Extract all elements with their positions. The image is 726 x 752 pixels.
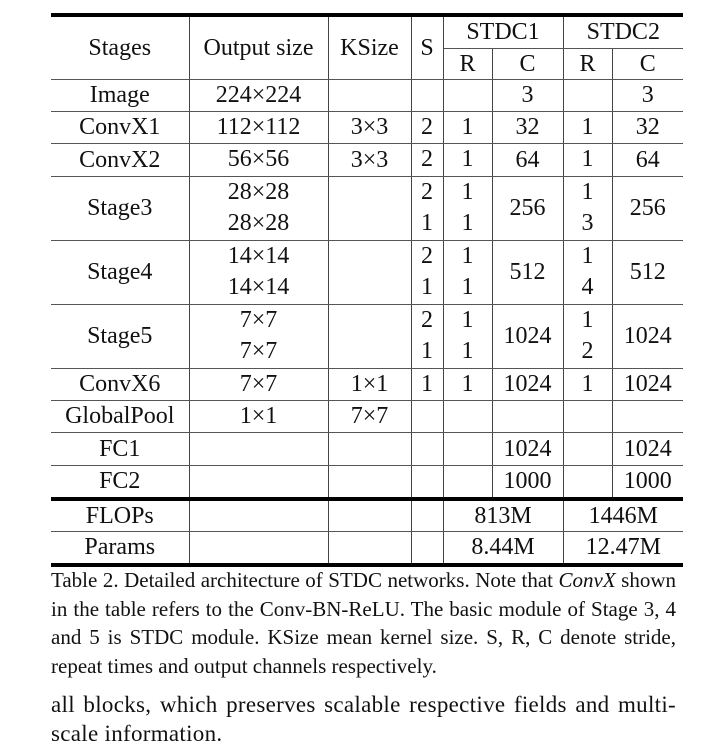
summary-row xyxy=(51,499,683,532)
stdc1-r-cell-line: 1 xyxy=(461,210,474,236)
header-output-size: Output size xyxy=(189,15,328,79)
stride-cell-line: 2 xyxy=(421,307,433,333)
summary-row xyxy=(51,532,683,565)
stride-cell xyxy=(411,432,443,465)
output-size-cell xyxy=(189,143,328,176)
stdc1-r-cell xyxy=(443,143,492,176)
stride-cell-line: 2 xyxy=(421,146,433,172)
stage-cell: FC1 xyxy=(51,432,189,465)
stdc2-r-cell-line: 1 xyxy=(581,307,594,333)
stdc1-r-cell-line: 1 xyxy=(461,243,474,269)
output-size-cell-line xyxy=(190,466,328,497)
table-row xyxy=(51,465,683,499)
ksize-cell xyxy=(328,432,411,465)
stdc2-c-cell: 1024 xyxy=(612,432,683,465)
output-size-cell-line: 56×56 xyxy=(227,146,290,172)
output-size-cell xyxy=(189,79,328,111)
ksize-cell xyxy=(328,176,411,240)
stdc1-summary-cell: 813M xyxy=(443,499,563,532)
stdc2-summary-cell: 12.47M xyxy=(563,532,683,565)
stdc1-r-cell xyxy=(443,400,492,432)
table-row xyxy=(51,79,683,111)
stage-cell: ConvX2 xyxy=(51,143,189,176)
header-stride: S xyxy=(411,15,443,79)
stdc1-r-cell-line: 1 xyxy=(461,338,474,364)
stdc2-r-cell xyxy=(563,240,612,304)
header-stages: Stages xyxy=(51,15,189,79)
stdc2-r-cell-line: 2 xyxy=(581,338,594,364)
stage-cell: Stage4 xyxy=(51,240,189,304)
table-row xyxy=(51,368,683,400)
stdc1-r-cell-line: 1 xyxy=(461,274,474,300)
stdc2-c-cell: 256 xyxy=(612,176,683,240)
stdc1-r-cell-line xyxy=(444,80,492,111)
output-size-cell-line: 14×14 xyxy=(227,243,290,269)
stdc2-r-cell xyxy=(563,304,612,368)
stage-cell: GlobalPool xyxy=(51,400,189,432)
output-size-cell-line: 7×7 xyxy=(239,307,278,333)
header-ksize: KSize xyxy=(328,15,411,79)
ksize-cell: 1×1 xyxy=(328,368,411,400)
summary-label-cell: Params xyxy=(51,532,189,565)
stdc1-c-cell: 3 xyxy=(492,79,563,111)
stage-cell: FC2 xyxy=(51,465,189,499)
stride-cell-line xyxy=(412,433,443,464)
stride-cell-line xyxy=(412,80,443,111)
stdc2-c-cell: 1024 xyxy=(612,304,683,368)
stride-cell-line xyxy=(412,466,443,497)
stdc2-r-cell xyxy=(563,176,612,240)
output-size-cell xyxy=(189,465,328,499)
stride-cell-line xyxy=(412,401,443,432)
stdc2-c-cell: 64 xyxy=(612,143,683,176)
stdc1-r-cell-line: 1 xyxy=(461,307,474,333)
output-size-cell xyxy=(189,400,328,432)
empty-cell xyxy=(189,532,328,565)
output-size-cell-line: 1×1 xyxy=(239,402,278,429)
stage-cell: ConvX6 xyxy=(51,368,189,400)
ksize-cell xyxy=(328,304,411,368)
stage-cell: Stage3 xyxy=(51,176,189,240)
stdc2-c-cell xyxy=(612,400,683,432)
stdc2-c-cell: 32 xyxy=(612,111,683,143)
stdc1-r-cell-line xyxy=(444,466,492,497)
summary-label-cell: FLOPs xyxy=(51,499,189,532)
stdc1-r-cell-line: 1 xyxy=(461,370,474,397)
output-size-cell-line: 7×7 xyxy=(239,338,278,364)
stdc2-r-cell xyxy=(563,465,612,499)
stride-cell xyxy=(411,143,443,176)
table-row xyxy=(51,240,683,304)
stdc2-r-cell xyxy=(563,79,612,111)
output-size-cell-line: 7×7 xyxy=(239,370,278,397)
stdc1-c-cell: 256 xyxy=(492,176,563,240)
stdc1-c-cell: 1024 xyxy=(492,432,563,465)
caption-prefix: Table 2. Detailed architecture of STDC networks. Note that xyxy=(51,568,559,592)
stdc1-r-cell xyxy=(443,176,492,240)
stdc1-c-cell xyxy=(492,400,563,432)
stride-cell xyxy=(411,368,443,400)
output-size-cell xyxy=(189,111,328,143)
stdc1-r-cell-line xyxy=(444,433,492,464)
stdc2-r-cell-line: 4 xyxy=(581,274,594,300)
stdc2-r-cell-line: 1 xyxy=(581,113,594,140)
stride-cell xyxy=(411,465,443,499)
stage-cell: Image xyxy=(51,79,189,111)
header-stdc1: STDC1 xyxy=(443,15,563,48)
caption-emph: ConvX xyxy=(558,568,616,592)
output-size-cell xyxy=(189,304,328,368)
table-row xyxy=(51,143,683,176)
header-stdc2-c: C xyxy=(612,48,683,79)
stage-cell: Stage5 xyxy=(51,304,189,368)
ksize-cell: 7×7 xyxy=(328,400,411,432)
stdc1-r-cell xyxy=(443,79,492,111)
stdc2-r-cell xyxy=(563,143,612,176)
stdc1-c-cell: 1024 xyxy=(492,304,563,368)
stride-cell-line: 1 xyxy=(421,370,433,397)
ksize-cell xyxy=(328,79,411,111)
stdc1-r-cell-line: 1 xyxy=(461,179,474,205)
table-body xyxy=(51,79,683,565)
stdc1-c-cell: 64 xyxy=(492,143,563,176)
header-stdc2-r: R xyxy=(563,48,612,79)
stdc1-r-cell-line xyxy=(444,401,492,432)
body-paragraph: all blocks, which preserves scalable respective fields and multi-scale information. xyxy=(51,692,676,746)
stdc2-c-cell: 1024 xyxy=(612,368,683,400)
stdc2-c-cell: 1000 xyxy=(612,465,683,499)
stdc2-r-cell-line: 1 xyxy=(581,179,594,205)
stdc1-r-cell xyxy=(443,432,492,465)
ksize-cell: 3×3 xyxy=(328,143,411,176)
stdc2-r-cell-line xyxy=(564,466,612,497)
stride-cell xyxy=(411,111,443,143)
stride-cell xyxy=(411,240,443,304)
table-row xyxy=(51,111,683,143)
table-row xyxy=(51,400,683,432)
empty-cell xyxy=(189,499,328,532)
output-size-cell xyxy=(189,432,328,465)
stdc1-c-cell: 1000 xyxy=(492,465,563,499)
table-row xyxy=(51,432,683,465)
table-row xyxy=(51,176,683,240)
ksize-cell xyxy=(328,465,411,499)
stride-cell-line: 2 xyxy=(421,113,433,140)
caption-rest: shown in the table refers to the Conv-BN-ReLU. The basic module of Stage 3, 4 and 5 is STDC module. KSize mean kernel size. S, R, C denote stride, repeat times and output channels respectively. xyxy=(51,568,676,678)
stdc1-r-cell xyxy=(443,240,492,304)
stdc1-r-cell xyxy=(443,465,492,499)
stdc1-summary-cell: 8.44M xyxy=(443,532,563,565)
stdc2-r-cell-line: 3 xyxy=(581,210,594,236)
output-size-cell-line xyxy=(190,433,328,464)
stdc1-c-cell: 32 xyxy=(492,111,563,143)
stdc2-r-cell xyxy=(563,368,612,400)
stride-cell xyxy=(411,400,443,432)
stdc1-r-cell-line: 1 xyxy=(461,146,474,172)
stdc2-r-cell-line: 1 xyxy=(581,146,594,172)
stdc2-c-cell: 512 xyxy=(612,240,683,304)
stdc1-r-cell-line: 1 xyxy=(461,113,474,140)
stdc2-r-cell-line xyxy=(564,80,612,111)
output-size-cell xyxy=(189,240,328,304)
stdc2-summary-cell: 1446M xyxy=(563,499,683,532)
stride-cell xyxy=(411,176,443,240)
stdc2-r-cell-line: 1 xyxy=(581,243,594,269)
stride-cell-line: 2 xyxy=(421,179,433,205)
empty-cell xyxy=(328,532,411,565)
stdc1-r-cell xyxy=(443,304,492,368)
output-size-cell-line: 14×14 xyxy=(227,274,290,300)
header-stdc1-r: R xyxy=(443,48,492,79)
ksize-cell xyxy=(328,240,411,304)
stdc1-r-cell xyxy=(443,368,492,400)
stride-cell-line: 1 xyxy=(421,338,433,364)
stdc2-c-cell: 3 xyxy=(612,79,683,111)
stride-cell xyxy=(411,79,443,111)
stdc2-r-cell xyxy=(563,111,612,143)
table-row xyxy=(51,304,683,368)
output-size-cell-line: 112×112 xyxy=(216,113,301,140)
stdc2-r-cell xyxy=(563,432,612,465)
header-stdc1-c: C xyxy=(492,48,563,79)
stdc1-c-cell: 512 xyxy=(492,240,563,304)
stage-cell: ConvX1 xyxy=(51,111,189,143)
output-size-cell-line: 28×28 xyxy=(227,210,290,236)
architecture-table xyxy=(51,13,683,567)
empty-cell xyxy=(411,532,443,565)
stdc1-c-cell: 1024 xyxy=(492,368,563,400)
stride-cell xyxy=(411,304,443,368)
output-size-cell xyxy=(189,176,328,240)
output-size-cell-line: 224×224 xyxy=(215,81,302,108)
empty-cell xyxy=(411,499,443,532)
stride-cell-line: 2 xyxy=(421,243,433,269)
output-size-cell xyxy=(189,368,328,400)
stdc2-r-cell-line xyxy=(564,433,612,464)
table-caption xyxy=(51,566,676,680)
stride-cell-line: 1 xyxy=(421,210,433,236)
empty-cell xyxy=(328,499,411,532)
stdc2-r-cell xyxy=(563,400,612,432)
output-size-cell-line: 28×28 xyxy=(227,179,290,205)
ksize-cell: 3×3 xyxy=(328,111,411,143)
stdc2-r-cell-line xyxy=(564,401,612,432)
stdc1-r-cell xyxy=(443,111,492,143)
stride-cell-line: 1 xyxy=(421,274,433,300)
stdc2-r-cell-line: 1 xyxy=(581,370,594,397)
header-stdc2: STDC2 xyxy=(563,15,683,48)
